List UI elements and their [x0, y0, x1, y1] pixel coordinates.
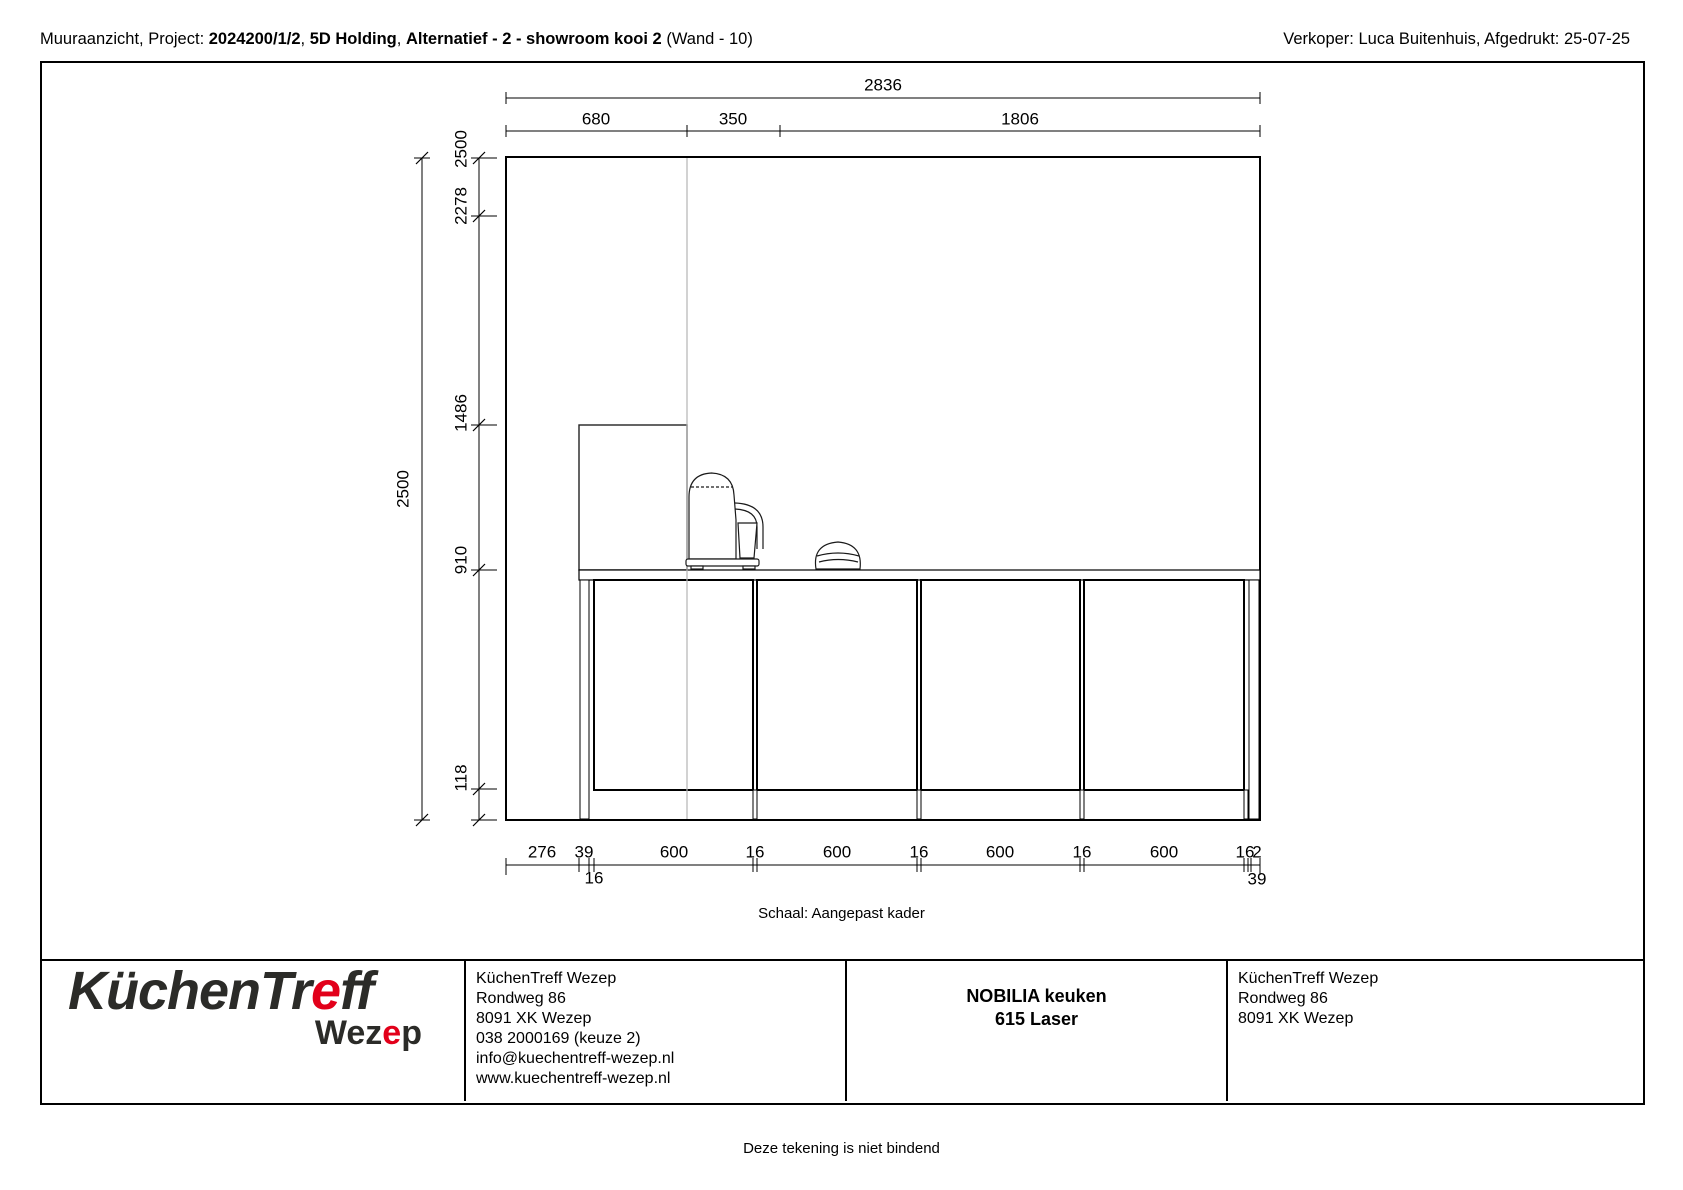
header-suffix: (Wand - 10) — [661, 30, 753, 48]
dim-bottom-16-1: 16 — [745, 842, 765, 862]
product-brand: NOBILIA keuken — [966, 986, 1107, 1006]
dim-bottom-2: 2 — [1252, 842, 1262, 862]
dim-bottom-16-4: 16 — [1235, 842, 1255, 862]
dim-top-segment-2: 350 — [718, 109, 748, 129]
base-cabinet-1 — [594, 580, 753, 790]
dealer-name-right: KüchenTreff Wezep — [1238, 970, 1379, 987]
logo-brand — [68, 963, 460, 1020]
dealer-street-right: Rondweg 86 — [1238, 990, 1328, 1007]
dim-bottom-600-1: 600 — [659, 842, 689, 862]
product-info — [847, 985, 1226, 1031]
end-panel-left — [580, 580, 589, 819]
bottom-dimension-line — [506, 858, 1260, 875]
dim-level-2278: 2278 — [451, 187, 471, 225]
dim-bottom-16-below: 16 — [584, 868, 604, 888]
dim-bottom-16-2: 16 — [909, 842, 929, 862]
dim-bottom-600-3: 600 — [985, 842, 1015, 862]
top-dimension-lines — [506, 92, 1260, 137]
logo-sub — [314, 1013, 422, 1052]
header-seller-printdate: Verkoper: Luca Buitenhuis, Afgedrukt: 25-07-25 — [1283, 30, 1630, 48]
scale-note: Schaal: Aangepast kader — [758, 905, 925, 922]
header-sep2: , — [396, 30, 406, 48]
disclaimer-note: Deze tekening is niet bindend — [743, 1140, 940, 1157]
dealer-phone: 038 2000169 (keuze 2) — [476, 1030, 641, 1047]
logo-brand-accent: e — [311, 961, 341, 1021]
dim-bottom-39: 39 — [574, 842, 594, 862]
dim-bottom-276: 276 — [527, 842, 557, 862]
dim-total-width: 2836 — [864, 75, 902, 95]
logo-brand-part1: KüchenTr — [68, 961, 312, 1021]
header-client: 5D Holding — [309, 30, 397, 48]
worktop — [579, 570, 1260, 580]
header-project-id: 2024200/1/2 — [208, 30, 301, 48]
dim-bottom-600-4: 600 — [1149, 842, 1179, 862]
dealer-city-right: 8091 XK Wezep — [1238, 1010, 1354, 1027]
base-cabinet-3 — [921, 580, 1080, 790]
left-levels-dimension-line — [471, 152, 497, 826]
dealer-email: info@kuechentreff-wezep.nl — [476, 1050, 675, 1067]
dealer-name: KüchenTreff Wezep — [476, 970, 617, 987]
header-prefix: Muuraanzicht, Project: — [40, 30, 209, 48]
kuechentreff-logo — [68, 963, 460, 1050]
logo-sub-part2: p — [401, 1013, 422, 1052]
upper-unit-outline — [579, 425, 687, 570]
dealer-street: Rondweg 86 — [476, 990, 566, 1007]
dim-total-height: 2500 — [393, 470, 413, 508]
header-alternative: Alternatief - 2 - showroom kooi 2 — [405, 30, 662, 48]
dim-level-118: 118 — [451, 764, 471, 792]
logo-sub-accent: e — [382, 1013, 402, 1052]
base-cabinet-4 — [1084, 580, 1244, 790]
end-panel-right — [1249, 580, 1259, 819]
header-sep1: , — [300, 30, 310, 48]
dim-level-910: 910 — [451, 545, 471, 575]
dealer-website: www.kuechentreff-wezep.nl — [476, 1070, 671, 1087]
dealer-city: 8091 XK Wezep — [476, 1010, 592, 1027]
left-total-dimension-line — [414, 152, 430, 826]
product-model: 615 Laser — [994, 1009, 1079, 1029]
dim-top-segment-3: 1806 — [1001, 109, 1039, 129]
logo-sub-part1: Wez — [314, 1013, 383, 1052]
dim-top-segment-1: 680 — [581, 109, 611, 129]
base-cabinet-2 — [757, 580, 917, 790]
logo-brand-part2: ff — [340, 961, 374, 1021]
dealer-address-block — [476, 969, 674, 1089]
dim-bottom-39-below: 39 — [1247, 869, 1267, 889]
dealer-address-block-right — [1238, 969, 1378, 1029]
dim-level-1486: 1486 — [451, 394, 471, 432]
dim-bottom-16-3: 16 — [1072, 842, 1092, 862]
dim-bottom-600-2: 600 — [822, 842, 852, 862]
dim-level-2500: 2500 — [451, 130, 471, 168]
